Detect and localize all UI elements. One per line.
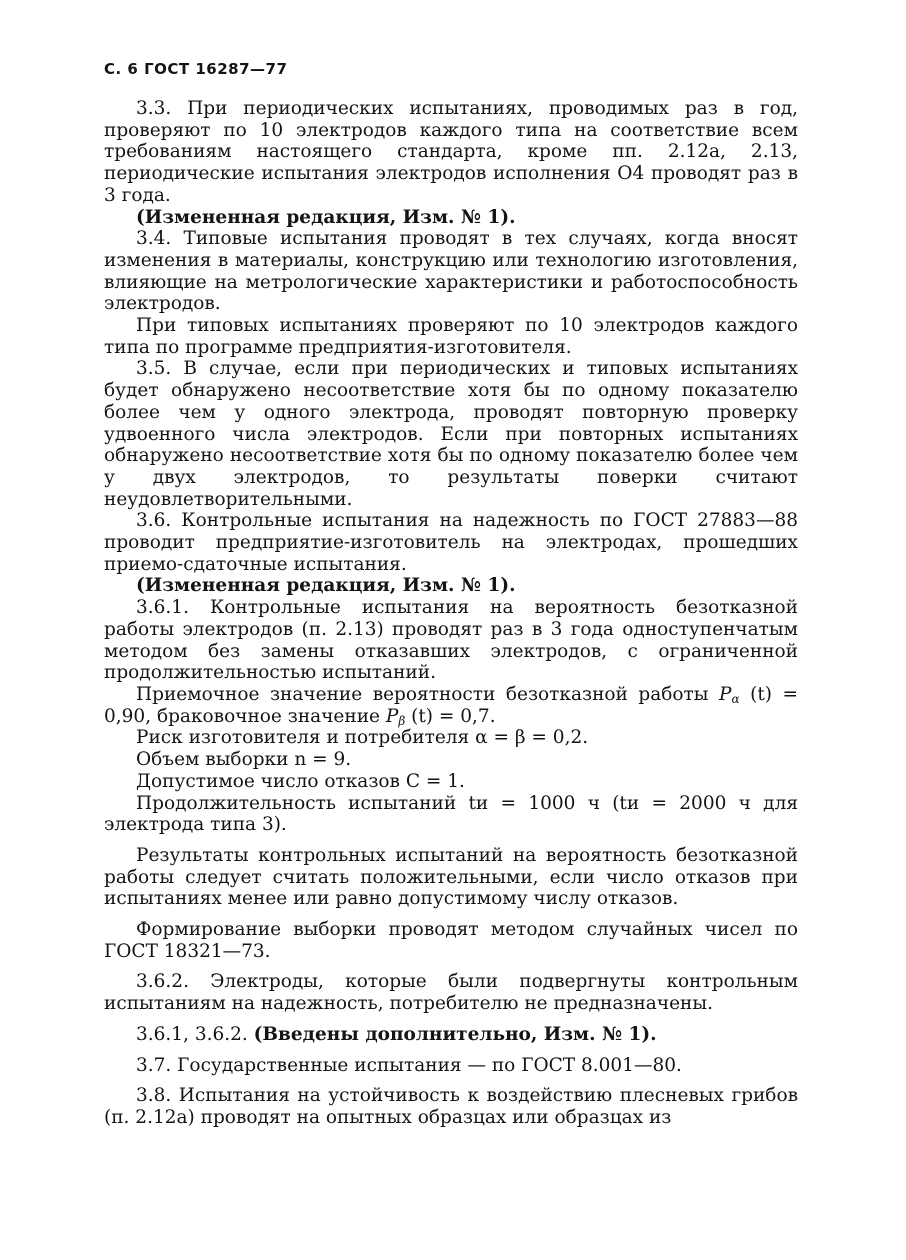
paragraph-sample-size: Объем выборки n = 9.	[136, 749, 352, 771]
paragraph-sampling: Формирование выборки проводят методом случайных чисел по ГОСТ 18321—73.	[104, 919, 798, 962]
paragraph-3-4: 3.4. Типовые испытания проводят в тех случаях, когда вносят изменения в материалы, конструкцию или технологию изготовления, влияющие на метрологические характеристики и работоспособность электродов.	[104, 228, 798, 315]
body-text	[104, 98, 798, 1129]
paragraph-3-7: 3.7. Государственные испытания — по ГОСТ 8.001—80.	[136, 1054, 682, 1076]
paragraph-3-3: 3.3. При периодических испытаниях, проводимых раз в год, проверяют по 10 электродов каждого типа на соответствие всем требованиям настоящего стандарта, кроме пп. 2.12а, 2.13, периодические испытания электродов исполнения О4 проводят раз в 3 года.	[104, 98, 798, 206]
amendment-note: (Измененная редакция, Изм. № 1).	[136, 575, 516, 597]
probability-text-post: (t) = 0,7.	[405, 705, 496, 727]
paragraph-3-6-2: 3.6.2. Электроды, которые были подвергнуты контрольным испытаниям на надежность, потребителю не предназначены.	[104, 971, 798, 1015]
p-alpha-symbol: P	[719, 683, 732, 705]
paragraph-allowed-failures: Допустимое число отказов С = 1.	[136, 770, 465, 792]
amendment-note: (Измененная редакция, Изм. № 1).	[136, 206, 516, 228]
paragraph-type-tests: При типовых испытаниях проверяют по 10 электродов каждого типа по программе предприятия-изготовителя.	[104, 315, 798, 358]
introduced-clauses: 3.6.1, 3.6.2.	[136, 1023, 254, 1045]
running-header: С. 6 ГОСТ 16287—77	[104, 60, 288, 78]
p-beta-symbol: P	[385, 705, 399, 727]
probability-text-mid: (t) = 0,90, браковочное значение	[104, 683, 798, 727]
paragraph-3-6-1: 3.6.1. Контрольные испытания на вероятность безотказной работы электродов (п. 2.13) проводят раз в 3 года одноступенчатым методом без замены отказавших электродов, с ограниченной продолжительностью испытаний.	[104, 597, 798, 684]
paragraph-3-6: 3.6. Контрольные испытания на надежность по ГОСТ 27883—88 проводит предприятие-изготовитель на электродах, прошедших приемо-сдаточные испытания.	[104, 510, 798, 575]
probability-text-pre: Приемочное значение вероятности безотказной работы	[136, 683, 720, 705]
p-alpha-subscript: α	[731, 691, 740, 706]
paragraph-results: Результаты контрольных испытаний на вероятность безотказной работы следует считать положительными, если число отказов при испытаниях менее или равно допустимому числу отказов.	[104, 844, 798, 910]
introduced-amendment: (Введены дополнительно, Изм. № 1).	[253, 1023, 657, 1045]
paragraph-3-5: 3.5. В случае, если при периодических и типовых испытаниях будет обнаружено несоответствие хотя бы по одному показателю более чем у одного электрода, проводят повторную проверку удвоенного числа электродов. Если при повторных испытаниях обнаружено несоответствие хотя бы по одному показателю более чем у двух электродов, то результаты поверки считают неудовлетворительными.	[104, 358, 798, 510]
paragraph-introduced-note	[104, 1024, 798, 1046]
paragraph-probability-values	[104, 684, 798, 727]
paragraph-test-duration: Продолжительность испытаний tи = 1000 ч (tи = 2000 ч для электрода типа 3).	[104, 792, 798, 836]
paragraph-3-8: 3.8. Испытания на устойчивость к воздействию плесневых грибов (п. 2.12а) проводят на опытных образцах или образцах из	[104, 1085, 798, 1128]
paragraph-risk: Риск изготовителя и потребителя α = β = 0,2.	[136, 727, 589, 749]
p-beta-subscript: β	[398, 713, 406, 728]
